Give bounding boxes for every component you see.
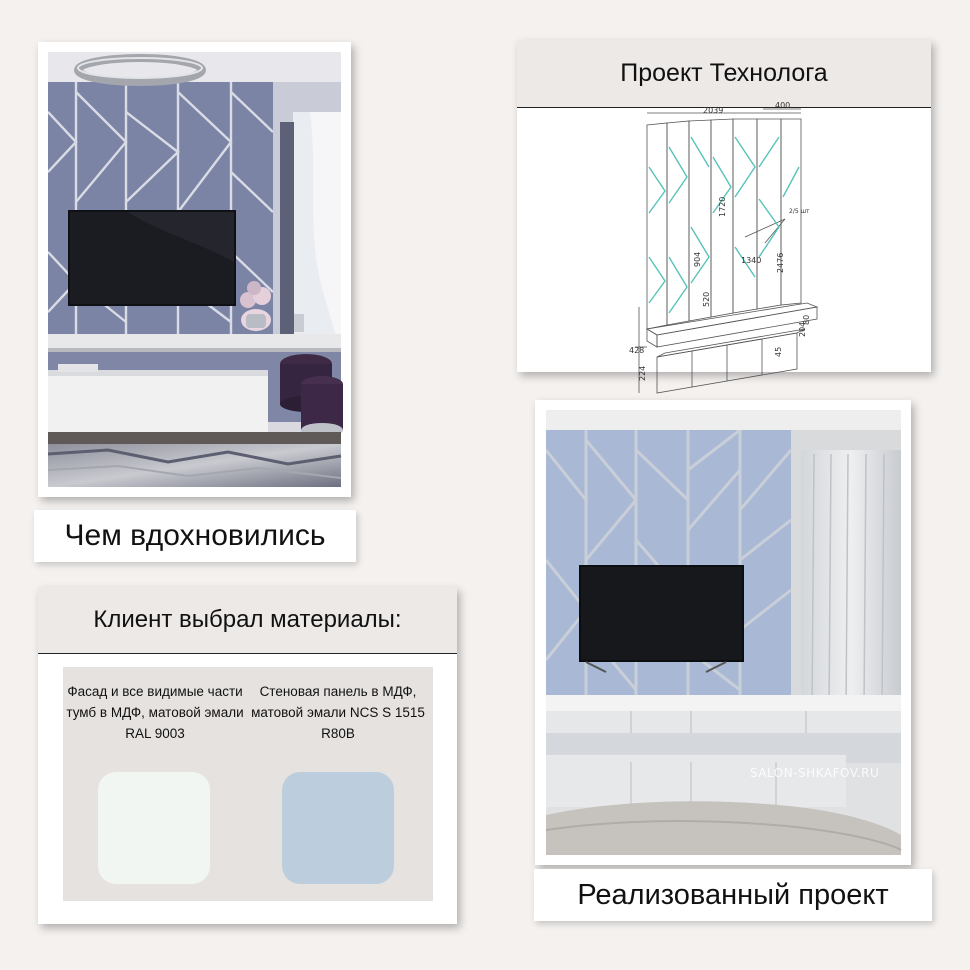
- material-description-wall-panel: Стеновая панель в МДФ, матовой эмали NCS S 1515 R80B: [251, 684, 425, 741]
- inspiration-room-illustration: [48, 52, 341, 487]
- dim-label-520: 520: [702, 291, 711, 307]
- dim-label-204: 204: [798, 321, 807, 337]
- swatch-ncs-s1515-r80b: [282, 772, 394, 884]
- inspiration-photo-card: [38, 42, 351, 497]
- technologist-title: Проект Технолога: [517, 40, 931, 108]
- watermark: SALON-SHKAFOV.RU: [750, 766, 880, 780]
- technologist-card: [517, 40, 931, 381]
- dim-label-224: 224: [638, 365, 647, 381]
- dim-label-45: 45: [774, 346, 783, 357]
- swatch-ral-9003: [98, 772, 210, 884]
- dim-label-80: 80: [802, 314, 811, 325]
- dim-label-400: 400: [775, 101, 791, 110]
- materials-card: [38, 587, 457, 924]
- dim-label-1720: 1720: [718, 196, 727, 217]
- inspiration-caption: Чем вдохновились: [34, 510, 356, 562]
- technical-drawing: [517, 101, 931, 381]
- realized-room-illustration: [546, 410, 901, 855]
- materials-swatch-panel: [63, 667, 433, 901]
- dim-label-2-5pcs: 2/5 шт: [789, 208, 810, 215]
- realized-photo: [546, 410, 901, 855]
- realized-photo-card: [535, 400, 911, 865]
- dim-label-2039: 2039: [703, 106, 724, 115]
- dim-label-904: 904: [693, 251, 702, 267]
- dim-label-2476: 2476: [776, 252, 785, 273]
- inspiration-photo: [48, 52, 341, 487]
- dim-label-1340: 1340: [741, 256, 762, 265]
- realized-caption: Реализованный проект: [534, 869, 932, 921]
- dim-label-428: 428: [629, 346, 645, 355]
- material-description-facade: Фасад и все видимые части тумб в МДФ, матовой эмали RAL 9003: [66, 684, 244, 741]
- materials-title: Клиент выбрал материалы:: [38, 587, 457, 654]
